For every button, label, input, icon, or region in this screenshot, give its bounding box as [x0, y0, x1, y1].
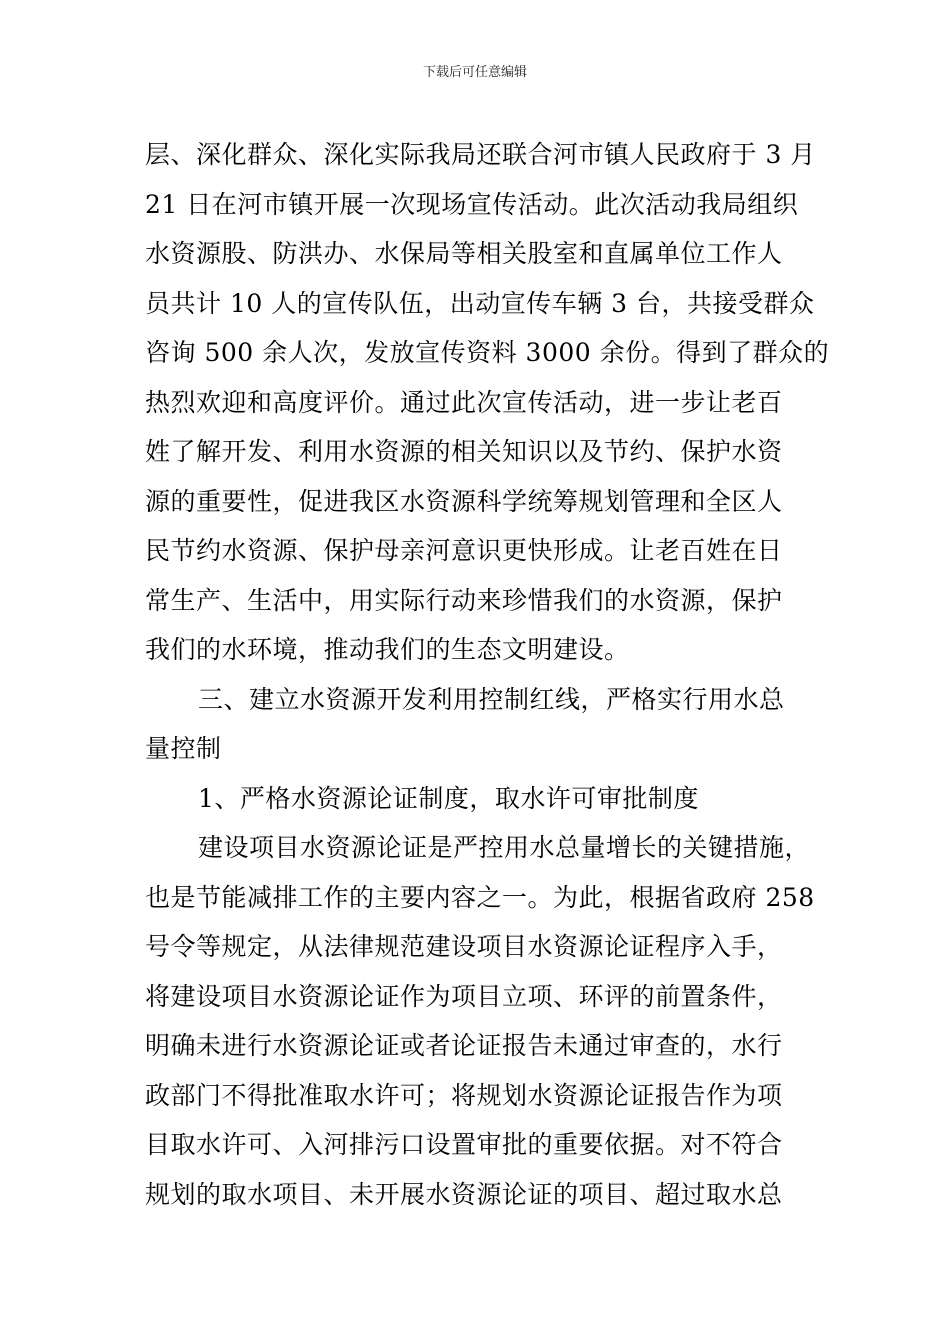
text-line: 咨询 500 余人次，发放宣传资料 3000 余份。得到了群众的 — [145, 338, 830, 367]
subsection-heading: 1、严格水资源论证制度，取水许可审批制度 — [198, 783, 699, 813]
text-line: 21 日在河市镇开展一次现场宣传活动。此次活动我局组织 — [145, 189, 799, 219]
text-line: 层、深化群众、深化实际我局还联合河市镇人民政府于 3 月 — [145, 140, 816, 169]
text-line: 政部门不得批准取水许可；将规划水资源论证报告作为项 — [145, 1080, 783, 1110]
text-line: 规划的取水项目、未开展水资源论证的项目、超过取水总 — [145, 1179, 783, 1209]
text-line: 目取水许可、入河排污口设置审批的重要依据。对不符合 — [145, 1130, 783, 1159]
text-line: 水资源股、防洪办、水保局等相关股室和直属单位工作人 — [145, 239, 783, 268]
text-line: 姓了解开发、利用水资源的相关知识以及节约、保护水资 — [145, 437, 783, 466]
text-line: 将建设项目水资源论证作为项目立项、环评的前置条件， — [145, 981, 783, 1011]
text-line: 明确未进行水资源论证或者论证报告未通过审查的，水行 — [145, 1031, 783, 1060]
text-line: 民节约水资源、保护母亲河意识更快形成。让老百姓在日 — [145, 536, 783, 565]
section-heading-continued: 量控制 — [145, 734, 222, 763]
document-body — [145, 130, 830, 1219]
text-line: 也是节能减排工作的主要内容之一。为此，根据省政府 258 — [145, 882, 815, 912]
text-line: 源的重要性，促进我区水资源科学统筹规划管理和全区人 — [145, 486, 783, 516]
text-line: 常生产、生活中，用实际行动来珍惜我们的水资源，保护 — [145, 585, 783, 615]
text-line: 我们的水环境，推动我们的生态文明建设。 — [145, 635, 630, 664]
section-heading: 三、建立水资源开发利用控制红线，严格实行用水总 — [198, 684, 785, 714]
text-line: 员共计 10 人的宣传队伍，出动宣传车辆 3 台，共接受群众 — [145, 288, 815, 318]
page-header: 下载后可任意编辑 — [422, 65, 527, 80]
text-line: 建设项目水资源论证是严控用水总量增长的关键措施， — [198, 833, 811, 862]
text-line: 热烈欢迎和高度评价。通过此次宣传活动，进一步让老百 — [145, 387, 783, 417]
text-line: 号令等规定，从法律规范建设项目水资源论证程序入手， — [145, 932, 783, 961]
